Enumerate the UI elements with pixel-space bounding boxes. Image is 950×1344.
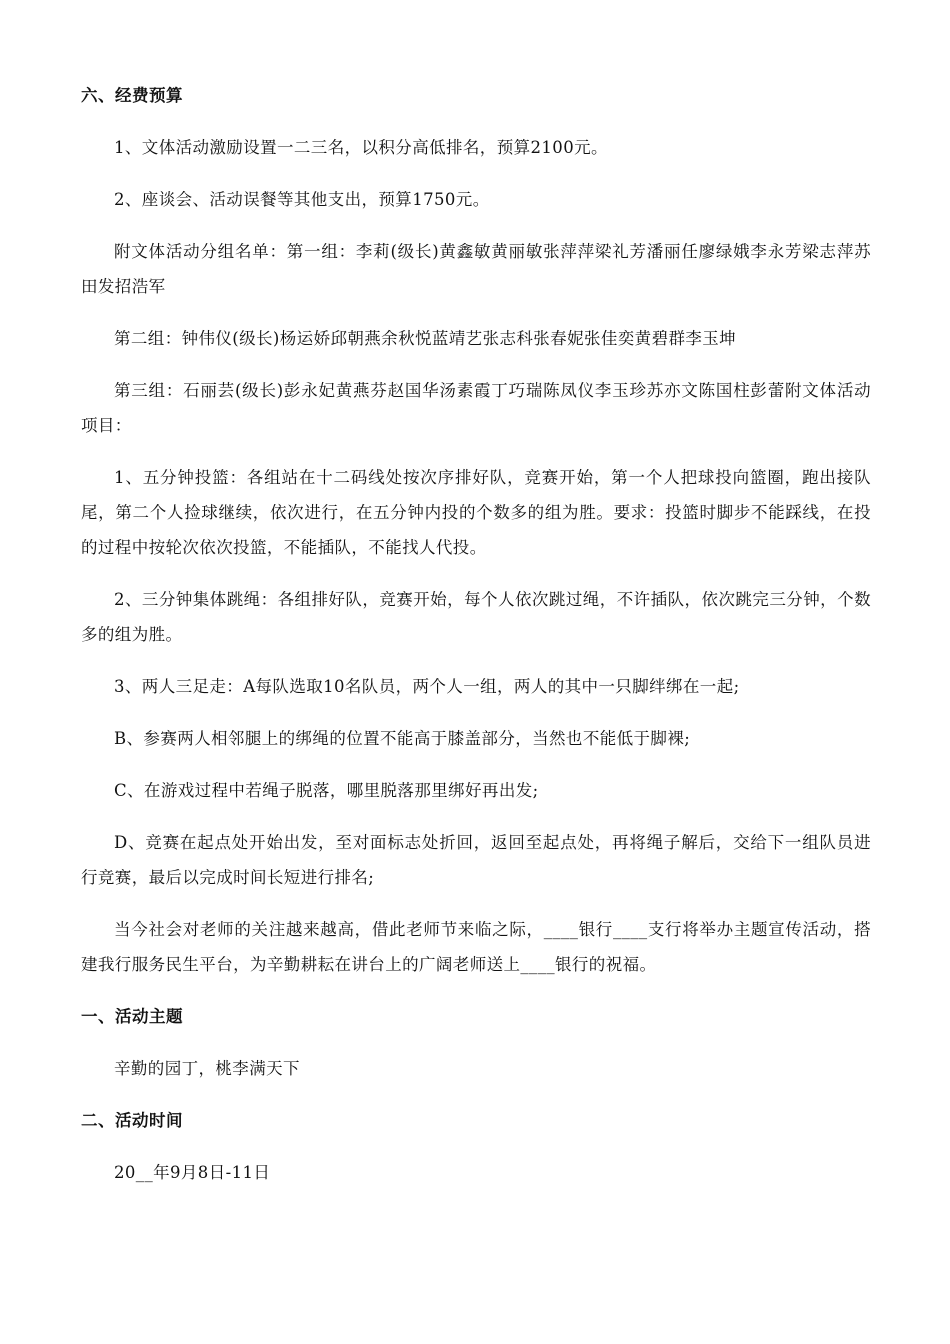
group-list-1: 附文体活动分组名单：第一组：李莉(级长)黄鑫敏黄丽敏张萍萍梁礼芳潘丽任廖绿娥李永芳梁志萍苏田发招浩军 bbox=[81, 242, 871, 296]
event-three-legged-b: B、参赛两人相邻腿上的绑绳的位置不能高于膝盖部分，当然也不能低于脚裸; bbox=[114, 729, 691, 748]
event-jump-rope: 2、三分钟集体跳绳：各组排好队，竞赛开始，每个人依次跳过绳，不许插队，依次跳完三分钟，个数多的组为胜。 bbox=[81, 590, 871, 644]
event-three-legged-d: D、竞赛在起点处开始出发，至对面标志处折回，返回至起点处，再将绳子解后，交给下一组队员进行竞赛，最后以完成时间长短进行排名; bbox=[81, 833, 871, 887]
group-list-2: 第二组：钟伟仪(级长)杨运娇邱朝燕余秋悦蓝靖艺张志科张春妮张佳奕黄碧群李玉坤 bbox=[114, 329, 737, 348]
budget-item-2: 2、座谈会、活动误餐等其他支出，预算1750元。 bbox=[114, 190, 490, 209]
group-list-3: 第三组：石丽芸(级长)彭永妃黄燕芬赵国华汤素霞丁巧瑞陈凤仪李玉珍苏亦文陈国柱彭蕾附文体活动项目： bbox=[81, 381, 871, 435]
event-basketball: 1、五分钟投篮：各组站在十二码线处按次序排好队，竞赛开始，第一个人把球投向篮圈，跑出接队尾，第二个人捡球继续，依次进行，在五分钟内投的个数多的组为胜。要求：投篮时脚步不能踩线，在投的过程中按轮次依次投篮，不能插队，不能找人代投。 bbox=[81, 468, 871, 557]
budget-item-1: 1、文体活动激励设置一二三名，以积分高低排名，预算2100元。 bbox=[114, 138, 608, 157]
section-heading-time: 二、活动时间 bbox=[81, 1111, 183, 1130]
event-three-legged-a: 3、两人三足走：A每队选取10名队员，两个人一组，两人的其中一只脚绊绑在一起; bbox=[114, 677, 740, 696]
time-text: 20__年9月8日-11日 bbox=[114, 1163, 271, 1182]
section-heading-budget: 六、经费预算 bbox=[81, 86, 183, 105]
document-body bbox=[81, 78, 871, 1207]
intro-paragraph: 当今社会对老师的关注越来越高，借此老师节来临之际，____银行____支行将举办主题宣传活动，搭建我行服务民生平台，为辛勤耕耘在讲台上的广阔老师送上____银行的祝福。 bbox=[81, 920, 871, 974]
section-heading-theme: 一、活动主题 bbox=[81, 1007, 183, 1026]
event-three-legged-c: C、在游戏过程中若绳子脱落，哪里脱落那里绑好再出发; bbox=[114, 781, 539, 800]
theme-text: 辛勤的园丁，桃李满天下 bbox=[114, 1059, 300, 1078]
